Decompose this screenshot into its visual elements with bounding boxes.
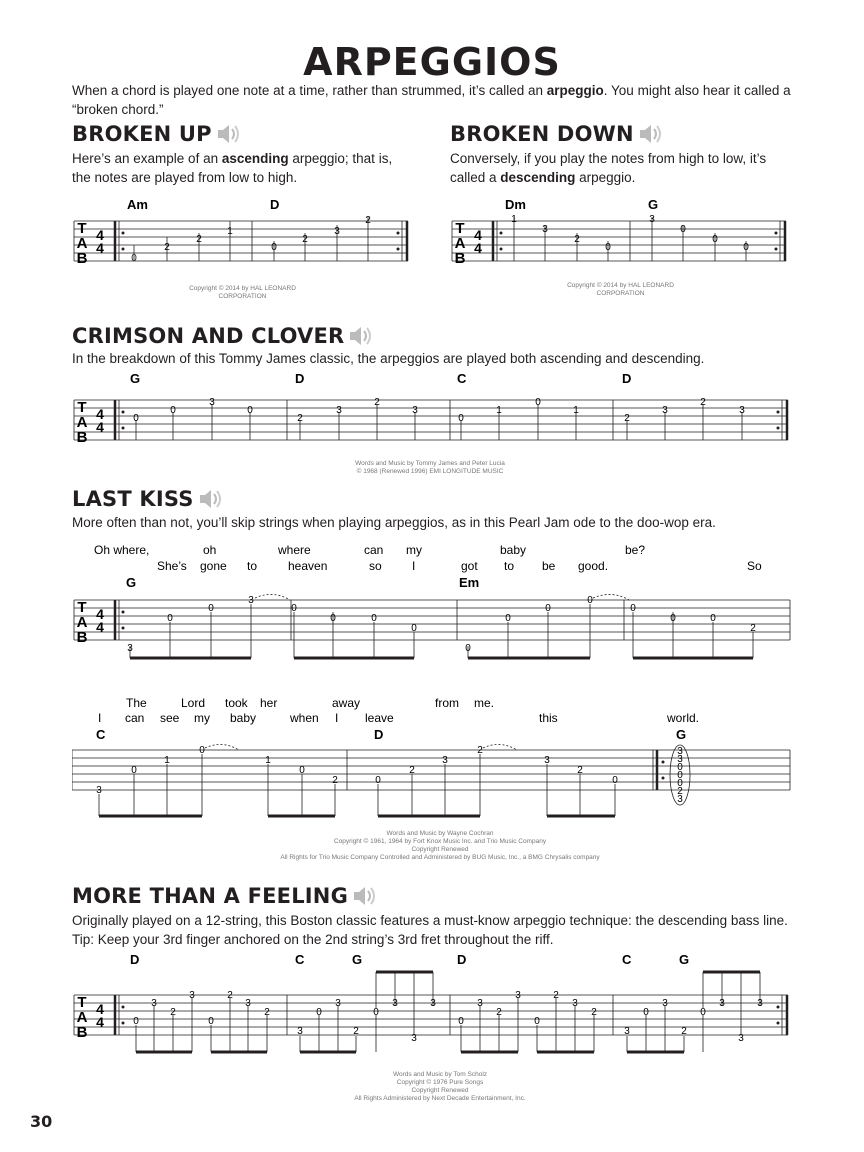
svg-text:3: 3: [297, 1026, 303, 1037]
svg-text:2: 2: [681, 1026, 687, 1037]
tab-staff-last-kiss-2: [72, 692, 794, 822]
svg-text:The: The: [126, 696, 147, 710]
svg-text:2: 2: [302, 234, 308, 245]
svg-text:this: this: [539, 711, 558, 725]
svg-text:0: 0: [677, 770, 683, 781]
svg-text:I: I: [412, 559, 416, 573]
broken-up-text: Here’s an example of an ascending arpeggio; that is, the notes are played from low to high.: [72, 151, 393, 185]
svg-text:0: 0: [271, 242, 277, 253]
svg-text:C: C: [295, 952, 305, 967]
svg-text:T: T: [77, 399, 87, 416]
svg-text:away: away: [332, 696, 361, 710]
svg-text:oh: oh: [203, 543, 217, 557]
svg-text:2: 2: [677, 786, 683, 797]
svg-text:1: 1: [573, 405, 579, 416]
svg-text:my: my: [406, 543, 422, 557]
svg-text:0: 0: [677, 762, 683, 773]
svg-text:G: G: [352, 952, 363, 967]
svg-text:0: 0: [743, 242, 749, 253]
svg-text:4: 4: [96, 606, 104, 622]
svg-text:B: B: [76, 429, 88, 446]
svg-text:0: 0: [680, 224, 686, 235]
svg-text:2: 2: [164, 242, 170, 253]
svg-text:I: I: [98, 711, 102, 725]
svg-text:3: 3: [245, 998, 251, 1009]
svg-text:her: her: [260, 696, 278, 710]
svg-text:Oh where,: Oh where,: [94, 543, 150, 557]
svg-text:2: 2: [409, 765, 415, 776]
svg-text:3: 3: [411, 1033, 417, 1044]
svg-text:3: 3: [151, 998, 157, 1009]
svg-text:heaven: heaven: [288, 559, 328, 573]
svg-text:Lord: Lord: [181, 696, 206, 710]
svg-text:0: 0: [375, 775, 381, 786]
svg-text:2: 2: [750, 623, 756, 634]
more-than-a-feeling-text: Originally played on a 12-string, this Boston classic features a must-know arpeggio technique: the descending bass line. Tip: Keep your 3rd finger anchored on the 2nd string’s 3rd fret throughout the riff.: [72, 913, 788, 947]
svg-text:4: 4: [96, 240, 104, 256]
svg-text:Em: Em: [459, 575, 480, 590]
svg-text:4: 4: [96, 406, 104, 422]
svg-text:2: 2: [227, 990, 233, 1001]
svg-text:G: G: [126, 575, 137, 590]
svg-text:0: 0: [371, 613, 377, 624]
section-heading-broken-up: BROKEN UP: [72, 122, 242, 149]
svg-text:2: 2: [365, 215, 371, 226]
tab-staff-more-than-a-feeling: [72, 948, 794, 1058]
svg-text:3: 3: [430, 998, 436, 1009]
intro-text: When a chord is played one note at a time, rather than strummed, it’s called an arpeggio. You might also hear it called a “broken chord.”: [72, 83, 791, 117]
svg-text:0: 0: [677, 778, 683, 789]
svg-text:T: T: [77, 994, 87, 1011]
svg-text:3: 3: [127, 643, 133, 654]
svg-text:2: 2: [353, 1026, 359, 1037]
svg-text:B: B: [76, 629, 88, 646]
svg-text:be: be: [542, 559, 556, 573]
svg-text:4: 4: [96, 1014, 104, 1030]
svg-text:B: B: [76, 1024, 88, 1041]
svg-text:A: A: [76, 614, 88, 631]
svg-text:3: 3: [757, 998, 763, 1009]
svg-text:2: 2: [574, 234, 580, 245]
svg-text:She’s: She’s: [157, 559, 187, 573]
svg-text:3: 3: [677, 794, 683, 805]
svg-text:0: 0: [208, 1016, 214, 1027]
svg-text:3: 3: [649, 214, 655, 225]
svg-text:C: C: [96, 727, 106, 742]
svg-text:0: 0: [299, 765, 305, 776]
speaker-icon[interactable]: [350, 326, 374, 346]
svg-text:4: 4: [96, 619, 104, 635]
copyright-crimson: Words and Music by Tommy James and Peter Lucia © 1968 (Renewed 1996) EMI LONGITUDE MUSIC: [355, 460, 505, 475]
svg-text:0: 0: [534, 1016, 540, 1027]
crimson-text: In the breakdown of this Tommy James classic, the arpeggios are played both ascending and descending.: [72, 351, 705, 366]
svg-text:3: 3: [209, 397, 215, 408]
svg-text:2: 2: [577, 765, 583, 776]
svg-text:3: 3: [334, 226, 340, 237]
svg-text:G: G: [679, 952, 690, 967]
svg-text:from: from: [435, 696, 459, 710]
page-title: ARPEGGIOS: [303, 40, 561, 84]
svg-text:3: 3: [624, 1026, 630, 1037]
svg-text:0: 0: [131, 253, 137, 264]
svg-text:B: B: [76, 250, 88, 267]
svg-text:0: 0: [458, 413, 464, 424]
svg-text:can: can: [364, 543, 384, 557]
svg-text:0: 0: [458, 1016, 464, 1027]
svg-text:4: 4: [96, 1001, 104, 1017]
svg-text:good.: good.: [578, 559, 609, 573]
svg-text:3: 3: [544, 755, 550, 766]
svg-text:So: So: [747, 559, 762, 573]
svg-text:0: 0: [505, 613, 511, 624]
chord-symbol: G: [648, 197, 659, 212]
speaker-icon[interactable]: [354, 886, 378, 906]
svg-text:3: 3: [442, 755, 448, 766]
svg-text:D: D: [457, 952, 467, 967]
svg-text:G: G: [130, 371, 141, 386]
svg-text:3: 3: [96, 785, 102, 796]
svg-text:D: D: [374, 727, 384, 742]
svg-text:T: T: [77, 220, 87, 237]
svg-text:0: 0: [700, 1007, 706, 1018]
svg-text:0: 0: [316, 1007, 322, 1018]
svg-text:leave: leave: [365, 711, 394, 725]
svg-text:to: to: [247, 559, 258, 573]
svg-text:0: 0: [330, 613, 336, 624]
tab-staff-crimson: [72, 368, 794, 448]
svg-text:I: I: [335, 711, 339, 725]
svg-text:4: 4: [96, 227, 104, 243]
svg-text:0: 0: [373, 1007, 379, 1018]
svg-text:2: 2: [332, 775, 338, 786]
svg-text:my: my: [194, 711, 210, 725]
svg-text:T: T: [77, 599, 87, 616]
svg-text:baby: baby: [230, 711, 257, 725]
svg-text:1: 1: [496, 405, 502, 416]
svg-text:3: 3: [719, 998, 725, 1009]
section-heading-broken-down: BROKEN DOWN: [450, 122, 664, 149]
svg-text:2: 2: [264, 1007, 270, 1018]
svg-text:0: 0: [587, 595, 593, 606]
svg-text:3: 3: [335, 998, 341, 1009]
svg-text:0: 0: [208, 603, 214, 614]
svg-text:0: 0: [133, 1016, 139, 1027]
svg-text:0: 0: [411, 623, 417, 634]
svg-text:B: B: [454, 250, 466, 267]
chord-symbol: D: [270, 197, 280, 212]
svg-text:2: 2: [477, 745, 483, 756]
svg-text:C: C: [622, 952, 632, 967]
speaker-icon[interactable]: [218, 124, 242, 144]
tab-staff-broken-up: [72, 195, 417, 270]
svg-text:0: 0: [545, 603, 551, 614]
tab-staff-last-kiss-1: [72, 540, 794, 665]
tab-staff-broken-down: [450, 195, 795, 270]
svg-text:3: 3: [336, 405, 342, 416]
svg-text:G: G: [676, 727, 687, 742]
svg-text:A: A: [76, 235, 88, 252]
broken-down-text: Conversely, if you play the notes from high to low, it’s called a descending arpeggio.: [450, 151, 767, 185]
chord-symbol: Dm: [505, 197, 526, 212]
section-heading-last-kiss: LAST KISS: [72, 487, 224, 514]
svg-text:0: 0: [199, 745, 205, 756]
svg-text:me.: me.: [474, 696, 495, 710]
svg-text:baby: baby: [500, 543, 527, 557]
svg-text:C: C: [457, 371, 467, 386]
svg-text:3: 3: [392, 998, 398, 1009]
svg-text:3: 3: [677, 754, 683, 765]
svg-text:2: 2: [374, 397, 380, 408]
svg-text:0: 0: [605, 242, 611, 253]
svg-text:0: 0: [710, 613, 716, 624]
copyright-broken-up: Copyright © 2014 by HAL LEONARD CORPORATION: [189, 285, 296, 300]
svg-text:A: A: [76, 414, 88, 431]
svg-text:A: A: [76, 1009, 88, 1026]
svg-text:4: 4: [474, 227, 482, 243]
svg-text:D: D: [130, 952, 140, 967]
svg-text:0: 0: [612, 775, 618, 786]
svg-text:see: see: [160, 711, 180, 725]
svg-text:3: 3: [572, 998, 578, 1009]
svg-text:0: 0: [643, 1007, 649, 1018]
svg-text:3: 3: [412, 405, 418, 416]
svg-text:3: 3: [662, 405, 668, 416]
svg-text:0: 0: [712, 234, 718, 245]
svg-text:3: 3: [542, 224, 548, 235]
svg-text:took: took: [225, 696, 248, 710]
svg-text:D: D: [295, 371, 305, 386]
svg-text:A: A: [454, 235, 466, 252]
svg-text:to: to: [504, 559, 515, 573]
svg-text:1: 1: [265, 755, 271, 766]
svg-text:0: 0: [167, 613, 173, 624]
svg-text:be?: be?: [625, 543, 646, 557]
svg-text:2: 2: [700, 397, 706, 408]
svg-text:1: 1: [227, 226, 233, 237]
svg-text:3: 3: [662, 998, 668, 1009]
svg-text:0: 0: [670, 613, 676, 624]
copyright-more-than-a-feeling: Words and Music by Tom Scholz Copyright © 1976 Pure Songs Copyright Renewed All Rights Administered by Next Decade Entertainment, Inc.: [354, 1071, 526, 1102]
svg-text:where: where: [278, 543, 311, 557]
svg-text:0: 0: [630, 603, 636, 614]
copyright-broken-down: Copyright © 2014 by HAL LEONARD CORPORATION: [567, 282, 674, 297]
svg-text:0: 0: [247, 405, 253, 416]
svg-text:0: 0: [170, 405, 176, 416]
svg-text:got: got: [461, 559, 478, 573]
svg-text:3: 3: [477, 998, 483, 1009]
svg-text:2: 2: [297, 413, 303, 424]
svg-text:0: 0: [465, 643, 471, 654]
svg-text:2: 2: [624, 413, 630, 424]
speaker-icon[interactable]: [200, 489, 224, 509]
svg-text:2: 2: [591, 1007, 597, 1018]
svg-text:0: 0: [131, 765, 137, 776]
svg-text:2: 2: [170, 1007, 176, 1018]
svg-text:2: 2: [196, 234, 202, 245]
svg-text:D: D: [622, 371, 632, 386]
svg-text:gone: gone: [200, 559, 227, 573]
svg-text:1: 1: [511, 214, 517, 225]
svg-text:0: 0: [291, 603, 297, 614]
svg-text:1: 1: [164, 755, 170, 766]
svg-text:3: 3: [515, 990, 521, 1001]
svg-text:3: 3: [739, 405, 745, 416]
copyright-last-kiss: Words and Music by Wayne Cochran Copyright © 1961, 1964 by Fort Knox Music Inc. and Trio Music Company Copyright Renewed All Rights for Trio Music Company Controlled and Administered by BUG Music, Inc., a BMG Chrysalis company: [280, 830, 600, 861]
svg-text:when: when: [290, 711, 319, 725]
svg-text:3: 3: [738, 1033, 744, 1044]
svg-text:0: 0: [133, 413, 139, 424]
section-heading-more-than-a-feeling: MORE THAN A FEELING: [72, 884, 378, 911]
svg-text:so: so: [369, 559, 382, 573]
svg-text:3: 3: [248, 595, 254, 606]
svg-text:T: T: [455, 220, 465, 237]
chord-symbol: Am: [127, 197, 148, 212]
svg-text:0: 0: [535, 397, 541, 408]
svg-text:2: 2: [496, 1007, 502, 1018]
svg-text:2: 2: [553, 990, 559, 1001]
section-heading-crimson: CRIMSON AND CLOVER: [72, 324, 374, 351]
svg-text:3: 3: [677, 746, 683, 757]
last-kiss-text: More often than not, you’ll skip strings when playing arpeggios, as in this Pearl Jam ode to the doo-wop era.: [72, 515, 716, 530]
speaker-icon[interactable]: [640, 124, 664, 144]
svg-text:3: 3: [189, 990, 195, 1001]
svg-text:world.: world.: [667, 711, 700, 725]
svg-text:4: 4: [96, 419, 104, 435]
page-number: 30: [30, 1112, 53, 1131]
svg-text:4: 4: [474, 240, 482, 256]
svg-text:can: can: [125, 711, 145, 725]
